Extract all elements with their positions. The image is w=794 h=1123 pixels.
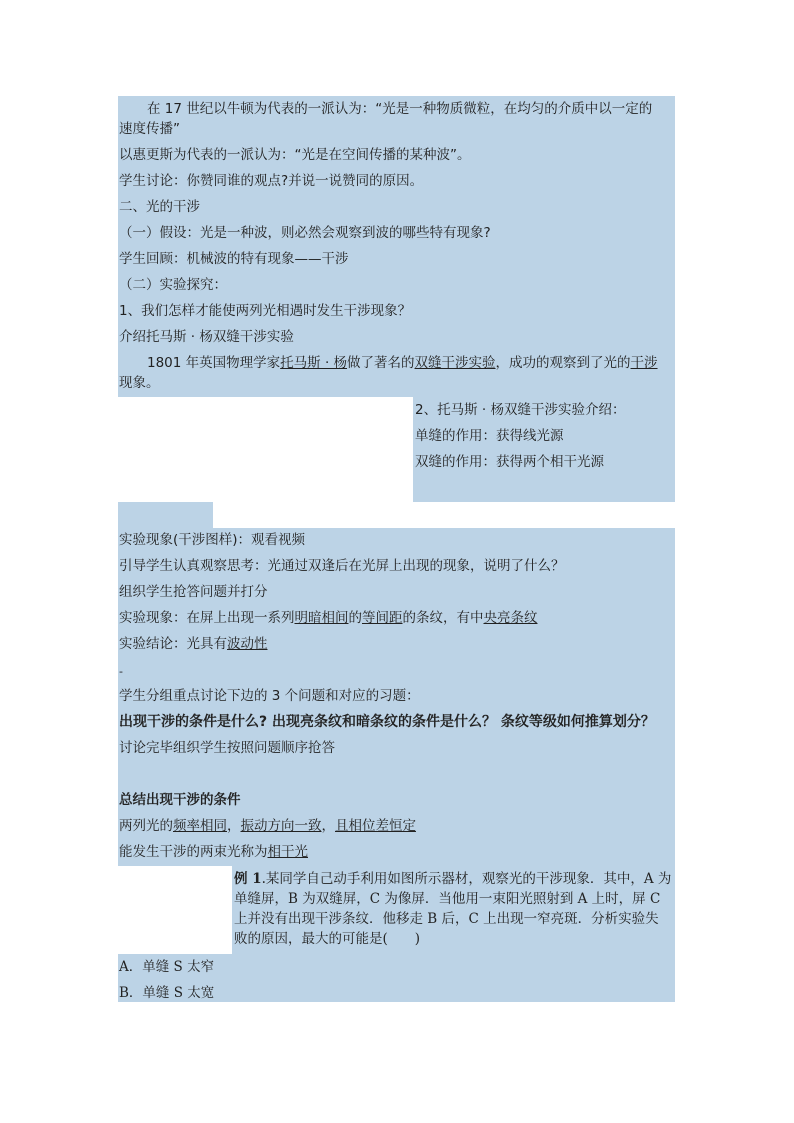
cond-phase: 且相位差恒定 [335,818,416,834]
cond-direction: 振动方向一致 [240,818,322,834]
option-a: A．单缝 S 太窄 [119,959,215,975]
young-name: 托马斯 · 杨 [280,355,348,371]
example-1 [234,869,672,949]
right-box-title: 2、托马斯 · 杨双缝干涉实验介绍： [415,402,626,418]
hypothesis: （一）假设：光是一种波，则必然会观察到波的哪些特有现象? [119,225,491,241]
highlight-block-top [118,96,675,397]
dash: - [119,665,123,678]
highlight-block-small [118,502,213,528]
paragraph-newton-a: 在 17 世纪以牛顿为代表的一派认为：“光是一种物质微粒，在均匀的介质中以一定的 [147,101,653,117]
intro-young: 介绍托马斯 · 杨双缝干涉实验 [119,329,294,345]
concl-pre: 实验结论：光具有 [119,636,227,652]
young-post1: ，成功的观察到了光的 [495,355,631,371]
guide-question: 引导学生认真观察思考：光通过双逢后在光屏上出现的现象，说明了什么？ [119,558,565,574]
example-label: 例 1 [234,871,262,887]
discussion-finish: 讨论完毕组织学生按照问题顺序抢答 [119,740,335,756]
organize-answer: 组织学生抢答问题并打分 [119,584,268,600]
experiment-heading: （二）实验探究： [119,277,227,293]
summary-heading: 总结出现干涉的条件 [119,792,241,808]
cond-comma1: ， [227,818,241,834]
young-interference: 干涉 [630,355,658,371]
cond-comma2: ， [321,818,335,834]
phen-pre: 实验现象：在屏上出现一系列 [119,610,295,626]
experiment-video: 实验现象(干涉图样)：观看视频 [119,532,306,548]
question-1: 1、我们怎样才能使两列光相遇时发生干涉现象？ [119,303,412,319]
young-mid: 做了著名的 [347,355,415,371]
paragraph-huygens: 以惠更斯为代表的一派认为：“光是在空间传播的某种波”。 [119,147,471,163]
coherent-term: 相干光 [267,844,308,860]
phen-equal-spacing: 等间距 [362,610,403,626]
young-experiment: 双缝干涉实验 [414,355,496,371]
coherent-pre: 能发生干涉的两束光称为 [119,844,268,860]
young-paragraph-end: 现象。 [119,375,160,391]
phen-alternating: 明暗相间 [294,610,349,626]
example-text: .某同学自己动手利用如图所示器材，观察光的干涉现象．其中，A 为单缝屏，B 为双缝屏，C 为像屏．当他用一束阳光照射到 A 上时，屏 C 上并没有出现干涉条纹．他移走 B 后，C 上出现一窄亮斑．分析实验失败的原因，最大的可能是( ) [234,871,672,947]
experiment-phenomenon [119,608,538,628]
right-box-single-slit: 单缝的作用：获得线光源 [415,428,564,444]
experiment-conclusion [119,634,268,654]
paragraph-newton-b: 速度传播” [119,121,180,137]
young-pre: 1801 年英国物理学家 [147,355,281,371]
concl-wave: 波动性 [227,636,268,652]
option-b: B．单缝 S 太宽 [119,985,215,1001]
young-paragraph [147,353,658,373]
cond-frequency: 频率相同 [173,818,227,834]
group-discussion: 学生分组重点讨论下边的 3 个问题和对应的习题： [119,688,420,704]
cond-pre: 两列光的 [119,818,173,834]
student-review: 学生回顾：机械波的特有现象——干涉 [119,251,349,267]
right-box-double-slit: 双缝的作用：获得两个相干光源 [415,454,604,470]
phen-de: 的 [348,610,362,626]
phen-mid: 的条纹，有中 [402,610,484,626]
interference-conditions [119,816,416,836]
bold-questions: 出现干涉的条件是什么? 出现亮条纹和暗条纹的条件是什么？ 条纹等级如何推算划分？ [119,714,655,730]
paragraph-discussion: 学生讨论：你赞同谁的观点?并说一说赞同的原因。 [119,173,424,189]
phen-central-bright: 央亮条纹 [483,610,538,626]
heading-interference: 二、光的干涉 [119,199,200,215]
coherent-light [119,842,308,862]
